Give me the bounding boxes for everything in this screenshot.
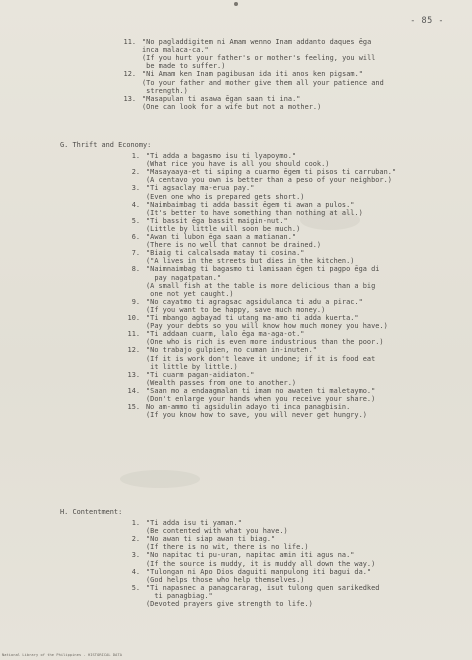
item-number: 13. (127, 370, 140, 379)
proverb-line: "Saan mo a endaagmalan ti imam no awaten ti maletaymo." (146, 386, 376, 395)
proverb-text-line: pay nagatpatan." (146, 273, 222, 282)
proverb-text-line: ti panagbiag." (146, 591, 213, 600)
proverb-text-line: inca malaca-ca." (142, 46, 209, 55)
item-number: 15. (127, 403, 140, 412)
proverb-text-line: be made to suffer.) (142, 62, 226, 71)
proverb-line: "Tulongan ni Apo Dios daguiti manpulong iti bagui da." (146, 567, 372, 576)
proverb-line: "Ti adda isu ti yaman." (146, 519, 242, 527)
archive-footer: National Library of the Philippines - HISTORICAL DATA (2, 653, 122, 657)
item-number: 10. (127, 314, 140, 322)
proverb-line: "Ti adda a bagasmo isu ti lyapoymo." (146, 152, 297, 160)
proverb-text-line: (A centavo you own is better than a peso of your neighbor.) (146, 176, 392, 185)
punch-hole-mark (234, 2, 238, 6)
proverb-line: "Ni Amam ken Inam pagibusan ida iti anos ken pigsam." (142, 70, 363, 79)
proverb-line: "Ti napasnec a panagcararag, isut tulong quen sarikedked (146, 583, 380, 592)
proverb-line: "No pagladdigitem ni Amam wenno Inam addanto daques ēga (142, 38, 372, 46)
item-number: 2. (131, 535, 140, 544)
item-number: 14. (127, 386, 140, 395)
proverb-line: "Ti agsaclay ma-erua pay." (146, 184, 255, 193)
item-number: 4. (131, 567, 140, 576)
item-number: 3. (131, 551, 140, 560)
proverb-text-line: (One who is rich is even more industrious than the poor.) (146, 338, 384, 347)
item-number: 11. (123, 38, 136, 46)
item-number: 13. (123, 94, 136, 103)
proverb-text-line: (Even one who is prepared gets short.) (146, 192, 305, 201)
item-number: 5. (131, 216, 140, 225)
paper-stain (120, 470, 200, 488)
proverb-text-line: (If you hurt your father's or mother's feeling, you will (142, 54, 376, 63)
proverb-text-line: (Be contented with what you have.) (146, 527, 288, 536)
proverb-text-line: (Devoted prayers give strength to life.) (146, 600, 313, 608)
item-number: 5. (131, 583, 140, 592)
item-number: 11. (127, 330, 140, 339)
proverb-text-line: (If the source is muddy, it is muddy all down the way.) (146, 559, 376, 568)
item-number: 2. (131, 168, 140, 177)
proverb-line: "Ti bassit ēga bassit maigin-nut." (146, 216, 288, 225)
proverb-line: "Biaig ti calcalsada matay ti cosina." (146, 249, 305, 258)
item-number: 1. (131, 152, 140, 160)
section-title-contentment: H. Contentment: (60, 508, 123, 516)
section-title-thrift: G. Thrift and Economy: (60, 141, 152, 149)
proverb-line: "Naimbaimbag ti adda bassit ēgem ti awan a pulos." (146, 200, 355, 209)
item-number: 6. (131, 233, 140, 241)
proverb-line: "No trabajo gulpien, no cuman in-inuten." (146, 346, 317, 355)
item-number: 9. (131, 297, 140, 306)
proverb-line: "Masapulan ti asawa ēgan saan ti ina." (142, 94, 301, 103)
proverb-text-line: (Pay your debts so you will know how much money you have.) (146, 322, 388, 331)
proverb-line: "Masayaaya-et ti siping a cuarmo ēgem ti pisos ti carruban." (146, 168, 397, 177)
item-number: 1. (131, 519, 140, 527)
item-number: 4. (131, 200, 140, 209)
item-number: 12. (127, 346, 140, 355)
item-number: 3. (131, 184, 140, 193)
proverb-text-line: (If it is work don't leave it undone; if it is food eat (146, 354, 376, 363)
proverb-text-line: it little by little.) (146, 362, 238, 371)
proverb-line: "Naimnaimbag ti bagasmo ti lamisaan ēgen ti pagpo ēga di (146, 265, 380, 274)
proverb-text-line: (If you know how to save, you will never get hungry.) (146, 411, 367, 420)
proverb-text-line: (What rice you have is all you should cook.) (146, 160, 330, 169)
proverb-text-line: (If you want to be happy, save much money.) (146, 305, 326, 314)
proverb-line: "No napitac ti pu-uran, napitac amin iti agus na." (146, 551, 355, 560)
page-number: - 85 - (410, 16, 444, 26)
proverb-line: "Ti mbango agbayad ti utang ma-amo ti adda kuerta." (146, 314, 359, 322)
proverb-line: "No awan ti siap awan ti biag." (146, 535, 276, 544)
item-number: 8. (131, 265, 140, 274)
proverb-line: "Awan ti lubon ēga saan a matianan." (146, 233, 297, 241)
proverb-text-line: (To your father and mother give them all your patience and (142, 78, 384, 87)
proverb-text-line: (One can look for a wife but not a mother.) (142, 102, 322, 111)
item-number: 7. (131, 249, 140, 258)
proverb-line: "No cayatmo ti agragsac agsidulanca ti adu a pirac." (146, 297, 363, 306)
proverb-text-line: (Wealth passes from one to another.) (146, 378, 297, 387)
proverb-text-line: (God helps those who help themselves.) (146, 575, 305, 584)
proverb-text-line: (Little by little will soon be much.) (146, 224, 301, 233)
proverb-text-line: (Don't enlarge your hands when you receive your share.) (146, 395, 376, 403)
proverb-line: No am-ammo ti agsidulin adayo ti inca panagbisin. (146, 403, 351, 412)
proverb-text-line: strength.) (142, 86, 188, 95)
proverb-text-line: (A small fish at the table is more delicious than a big (146, 281, 376, 290)
proverb-text-line: (If there is no wit, there is no life.) (146, 543, 309, 552)
proverb-text-line: (It's better to have something than nothing at all.) (146, 208, 363, 217)
proverb-line: "Ti addaan cuarm, lalo ēga ma-aga-ot." (146, 330, 305, 339)
proverb-line: "Ti cuarm pagan-aidiaton." (146, 370, 255, 379)
proverb-text-line: one not yet caught.) (146, 289, 234, 298)
proverb-text-line: ("A lives in the streets but dies in the kitchen.) (146, 257, 355, 266)
item-number: 12. (123, 70, 136, 79)
proverb-text-line: (There is no well that cannot be drained.) (146, 241, 322, 250)
